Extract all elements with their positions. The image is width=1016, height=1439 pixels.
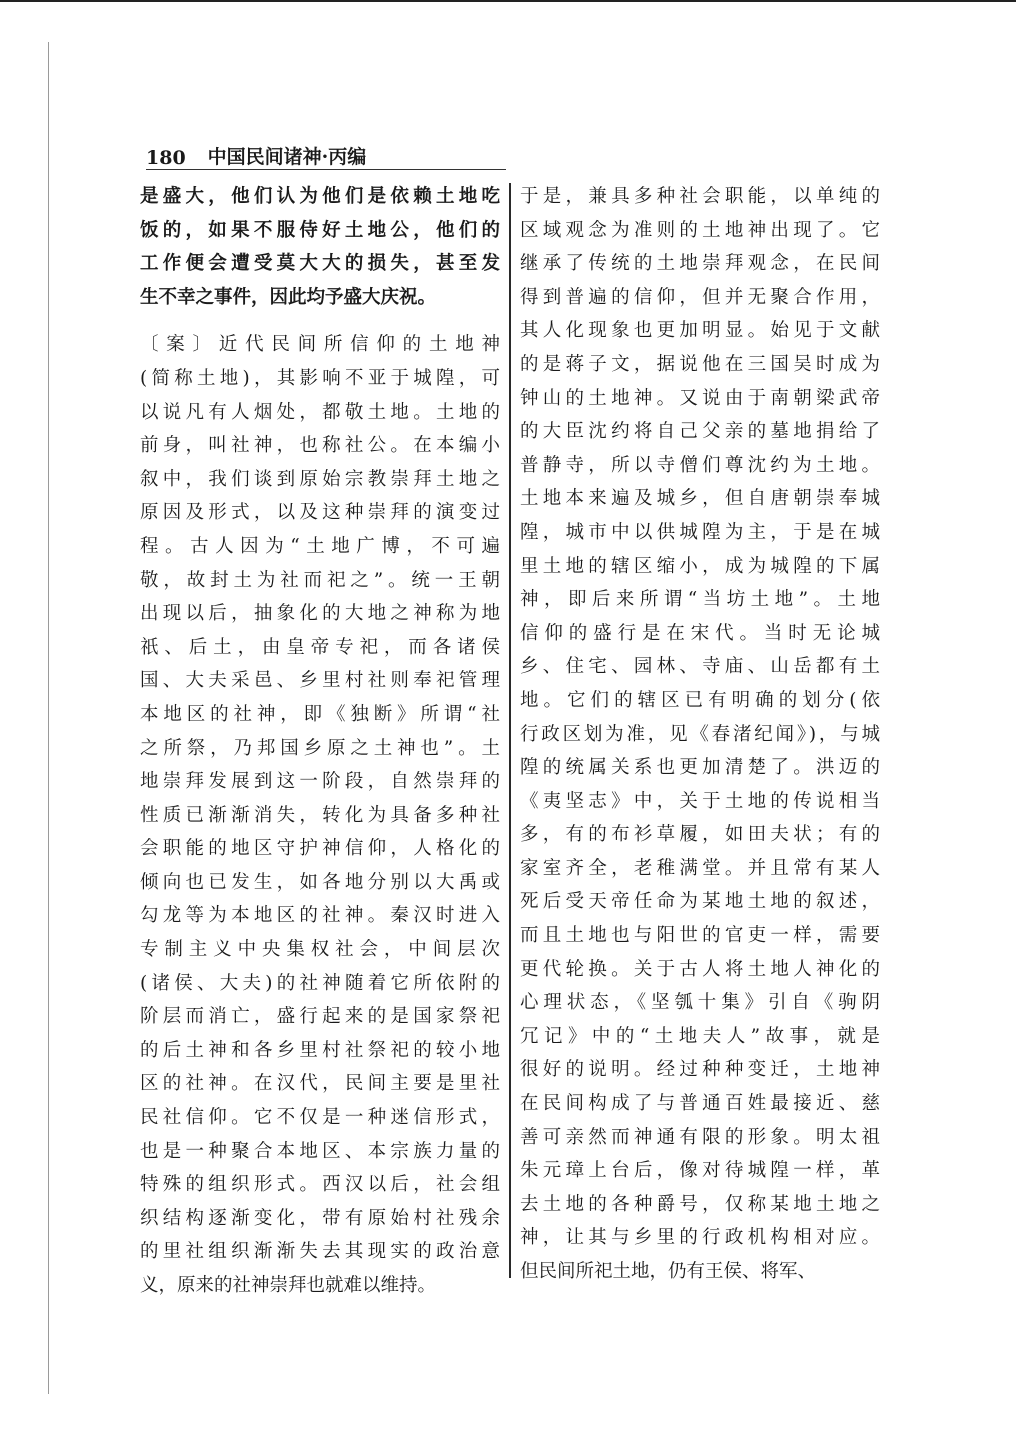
text-line: 乡、住宅、园林、寺庙、山岳都有土 — [520, 656, 880, 678]
paragraph-gap — [140, 314, 500, 328]
text-line: 神，让其与乡里的行政机构相对应。 — [520, 1227, 880, 1249]
left-paragraph-1 — [140, 180, 500, 314]
text-line: 前身，叫社神，也称社公。在本编小 — [140, 435, 500, 457]
text-line: 隍的统属关系也更加清楚了。洪迈的 — [520, 757, 880, 779]
text-line: 敬，故封土为社而祀之”。统一王朝 — [140, 569, 500, 591]
text-line: 普静寺，所以寺僧们尊沈约为土地。 — [520, 454, 880, 476]
text-line: 冗记》中的“土地夫人”故事，就是 — [520, 1025, 880, 1047]
text-line: 特殊的组织形式。西汉以后，社会组 — [140, 1174, 500, 1196]
text-line: 在民间构成了与普通百姓最接近、慈 — [520, 1093, 880, 1115]
text-line: 原因及形式，以及这种崇拜的演变过 — [140, 502, 500, 524]
text-line: 义，原来的社神崇拜也就难以维持。 — [140, 1275, 437, 1296]
column-divider — [509, 183, 511, 1278]
text-line: 继承了传统的土地崇拜观念，在民间 — [520, 253, 880, 275]
text-line: 会职能的地区守护神信仰，人格化的 — [140, 838, 500, 860]
text-line: 〔案〕近代民间所信仰的土地神 — [140, 334, 500, 356]
text-line: 区域观念为准则的土地神出现了。它 — [520, 219, 880, 241]
text-line: 心理状态，《坚瓠十集》引自《驹阴 — [520, 992, 880, 1014]
text-line: 出现以后，抽象化的大地之神称为地 — [140, 603, 500, 625]
text-line: 而且土地也与阳世的官吏一样，需要 — [520, 925, 880, 947]
text-line: 倾向也已发生，如各地分别以大禹或 — [140, 871, 500, 893]
binding-margin-line — [48, 42, 49, 1394]
text-line: 里土地的辖区缩小，成为城隍的下属 — [520, 555, 880, 577]
text-line: 叙中，我们谈到原始宗教崇拜土地之 — [140, 468, 500, 490]
text-line: 《夷坚志》中，关于土地的传说相当 — [520, 790, 880, 812]
text-line: 之所祭，乃邦国乡原之土神也”。土 — [140, 737, 500, 759]
text-line: 钟山的土地神。又说由于南朝梁武帝 — [520, 387, 880, 409]
text-line: 区的社神。在汉代，民间主要是里社 — [140, 1073, 500, 1095]
text-line: 的后土神和各乡里村社祭祀的较小地 — [140, 1039, 500, 1061]
text-line: 去土地的各种爵号，仅称某地土地之 — [520, 1193, 880, 1215]
text-line: 家室齐全，老稚满堂。并且常有某人 — [520, 857, 880, 879]
page-number: 180 — [146, 147, 186, 169]
text-line: 祇、后土，由皇帝专祀，而各诸侯 — [140, 636, 500, 658]
text-line: 但民间所祀土地，仍有王侯、将军、 — [520, 1261, 817, 1282]
text-line: 的是蒋子文，据说他在三国吴时成为 — [520, 353, 880, 375]
left-paragraph-2 — [140, 328, 500, 1302]
text-line: 的里社组织渐渐失去其现实的政治意 — [140, 1241, 500, 1263]
text-line: 土地本来遍及城乡，但自唐朝崇奉城 — [520, 488, 880, 510]
text-line: 以说凡有人烟处，都敬土地。土地的 — [140, 401, 500, 423]
text-line: 工作便会遭受莫大大的损失，甚至发 — [140, 253, 500, 275]
text-line: 死后受天帝任命为某地土地的叙述， — [520, 891, 880, 913]
text-line: 性质已渐渐消失，转化为具备多种社 — [140, 804, 500, 826]
text-line: 生不幸之事件，因此均予盛大庆祝。 — [140, 286, 437, 308]
text-line: 的大臣沈约将自己父亲的墓地捐给了 — [520, 421, 880, 443]
right-column — [520, 180, 880, 1289]
text-line: 其人化现象也更加明显。始见于文献 — [520, 320, 880, 342]
left-column — [140, 180, 500, 1303]
text-line: 织结构逐渐变化，带有原始村社残余 — [140, 1207, 500, 1229]
text-line: 专制主义中央集权社会，中间层次 — [140, 939, 500, 961]
text-line: 得到普遍的信仰，但并无聚合作用， — [520, 286, 880, 308]
text-line: 善可亲然而神通有限的形象。明太祖 — [520, 1126, 880, 1148]
header-rule — [146, 169, 506, 170]
top-border-rule — [0, 0, 1016, 2]
text-line: 饭的，如果不服侍好土地公，他们的 — [140, 219, 500, 241]
text-line: 民社信仰。它不仅是一种迷信形式， — [140, 1107, 500, 1129]
text-line: 是盛大，他们认为他们是依赖土地吃 — [140, 186, 500, 207]
text-line: 国、大夫采邑、乡里村社则奉祀管理 — [140, 670, 500, 692]
text-line: 朱元璋上台后，像对待城隍一样，革 — [520, 1160, 880, 1182]
text-line: 也是一种聚合本地区、本宗族力量的 — [140, 1140, 500, 1162]
book-title: 中国民间诸神·丙编 — [207, 146, 367, 168]
page-header — [146, 141, 506, 169]
text-line: 程。古人因为“土地广博，不可遍 — [140, 535, 500, 557]
text-line: 信仰的盛行是在宋代。当时无论城 — [520, 622, 880, 644]
text-line: 神，即后来所谓“当坊土地”。土地 — [520, 589, 880, 611]
text-line: 阶层而消亡，盛行起来的是国家祭祀 — [140, 1006, 500, 1028]
text-line: 地。它们的辖区已有明确的划分(依 — [520, 689, 880, 711]
text-line: 地崇拜发展到这一阶段，自然崇拜的 — [140, 771, 500, 793]
text-line: (诸侯、大夫)的社神随着它所依附的 — [140, 972, 500, 994]
text-line: 行政区划为准，见《春渚纪闻》)，与城 — [520, 723, 880, 745]
text-line: (简称土地)，其影响不亚于城隍，可 — [140, 367, 500, 389]
text-line: 很好的说明。经过种种变迁，土地神 — [520, 1059, 880, 1081]
text-line: 勾龙等为本地区的社神。秦汉时进入 — [140, 905, 500, 927]
text-line: 于是，兼具多种社会职能，以单纯的 — [520, 186, 880, 207]
text-line: 多，有的布衫草履，如田夫状；有的 — [520, 824, 880, 846]
text-line: 本地区的社神，即《独断》所谓“社 — [140, 703, 500, 725]
right-paragraph — [520, 180, 880, 1289]
text-line: 更代轮换。关于古人将土地人神化的 — [520, 958, 880, 980]
text-line: 隍，城市中以供城隍为主，于是在城 — [520, 521, 880, 543]
